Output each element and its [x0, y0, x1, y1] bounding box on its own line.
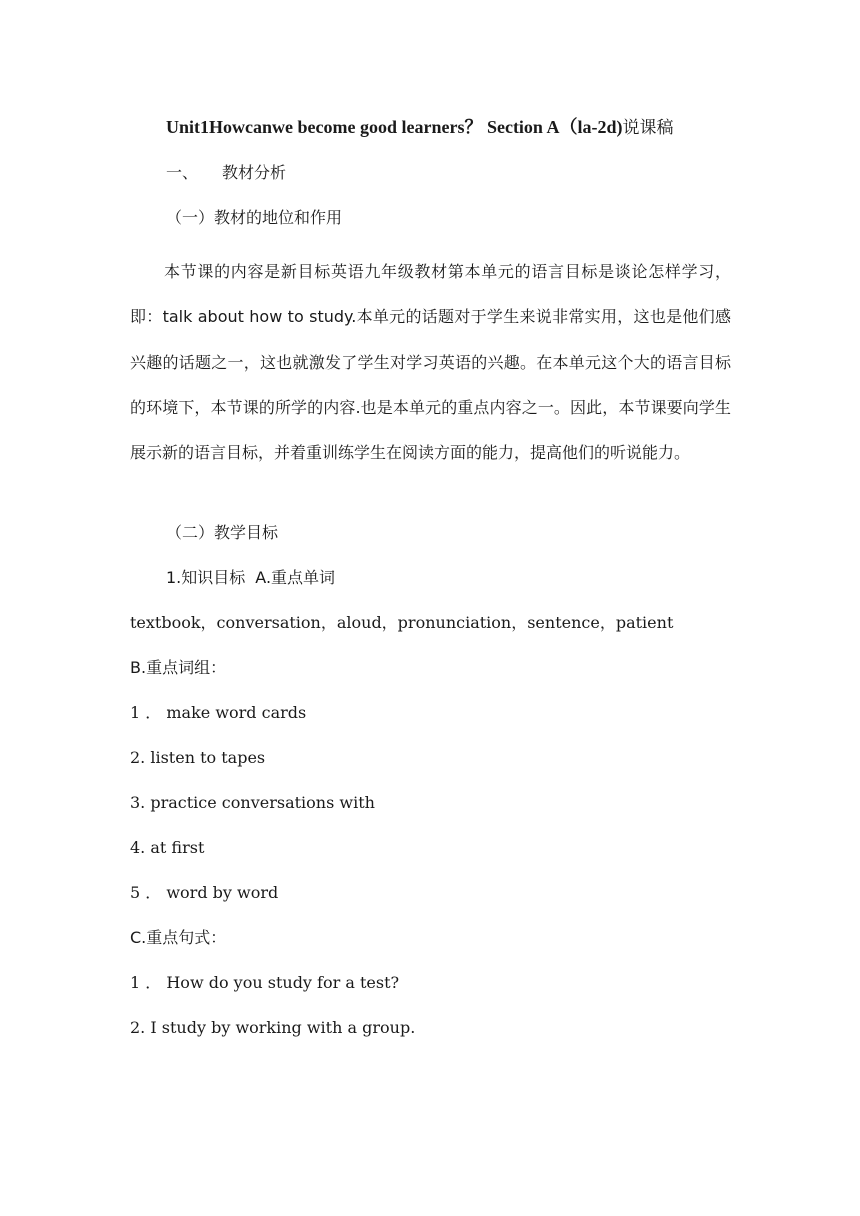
subsection-heading-1: （一）教材的地位和作用 — [166, 208, 343, 227]
section-heading-1 — [166, 162, 286, 184]
key-words-list: textbook，conversation，aloud，pronunciation，sentence，patient — [130, 613, 674, 632]
title-chinese: 说课稿 — [622, 118, 674, 138]
phrase-item: 1 ． make word cards — [130, 703, 307, 722]
phrase-item: 4. at first — [130, 838, 205, 857]
title-english: Unit1Howcanwe become good learners？ Section A（la-2d) — [166, 117, 623, 137]
sentence-item: 2. I study by working with a group. — [130, 1018, 416, 1037]
document-title — [166, 116, 673, 139]
body-paragraph: 本节课的内容是新目标英语九年级教材第本单元的语言目标是谈论怎样学习，即：talk about how to study.本单元的话题对于学生来说非常实用，这也是他们感兴趣的话题之一，这也就激发了学生对学习英语的兴趣。在本单元这个大的语言目标的环境下，本节课的所学的内容.也是本单元的重点内容之一。因此，本节课要向学生展示新的语言目标，并着重训练学生在阅读方面的能力，提高他们的听说能力。 — [130, 262, 731, 463]
key-words-label: A.重点单词 — [255, 568, 336, 587]
phrase-item: 3. practice conversations with — [130, 793, 375, 812]
phrases-label: B.重点词组： — [130, 658, 227, 677]
subsection-heading-2: （二）教学目标 — [166, 523, 279, 542]
sentence-item: 1 ． How do you study for a test? — [130, 973, 400, 992]
phrase-item: 2. listen to tapes — [130, 748, 266, 767]
section-heading-1-text: 教材分析 — [222, 163, 287, 182]
sentences-label: C.重点句式： — [130, 928, 227, 947]
phrase-item: 5 ． word by word — [130, 883, 279, 902]
knowledge-goal-line — [166, 567, 335, 589]
knowledge-goal-label: 1.知识目标 — [166, 568, 246, 587]
section-heading-1-number: 一、 — [166, 163, 199, 182]
